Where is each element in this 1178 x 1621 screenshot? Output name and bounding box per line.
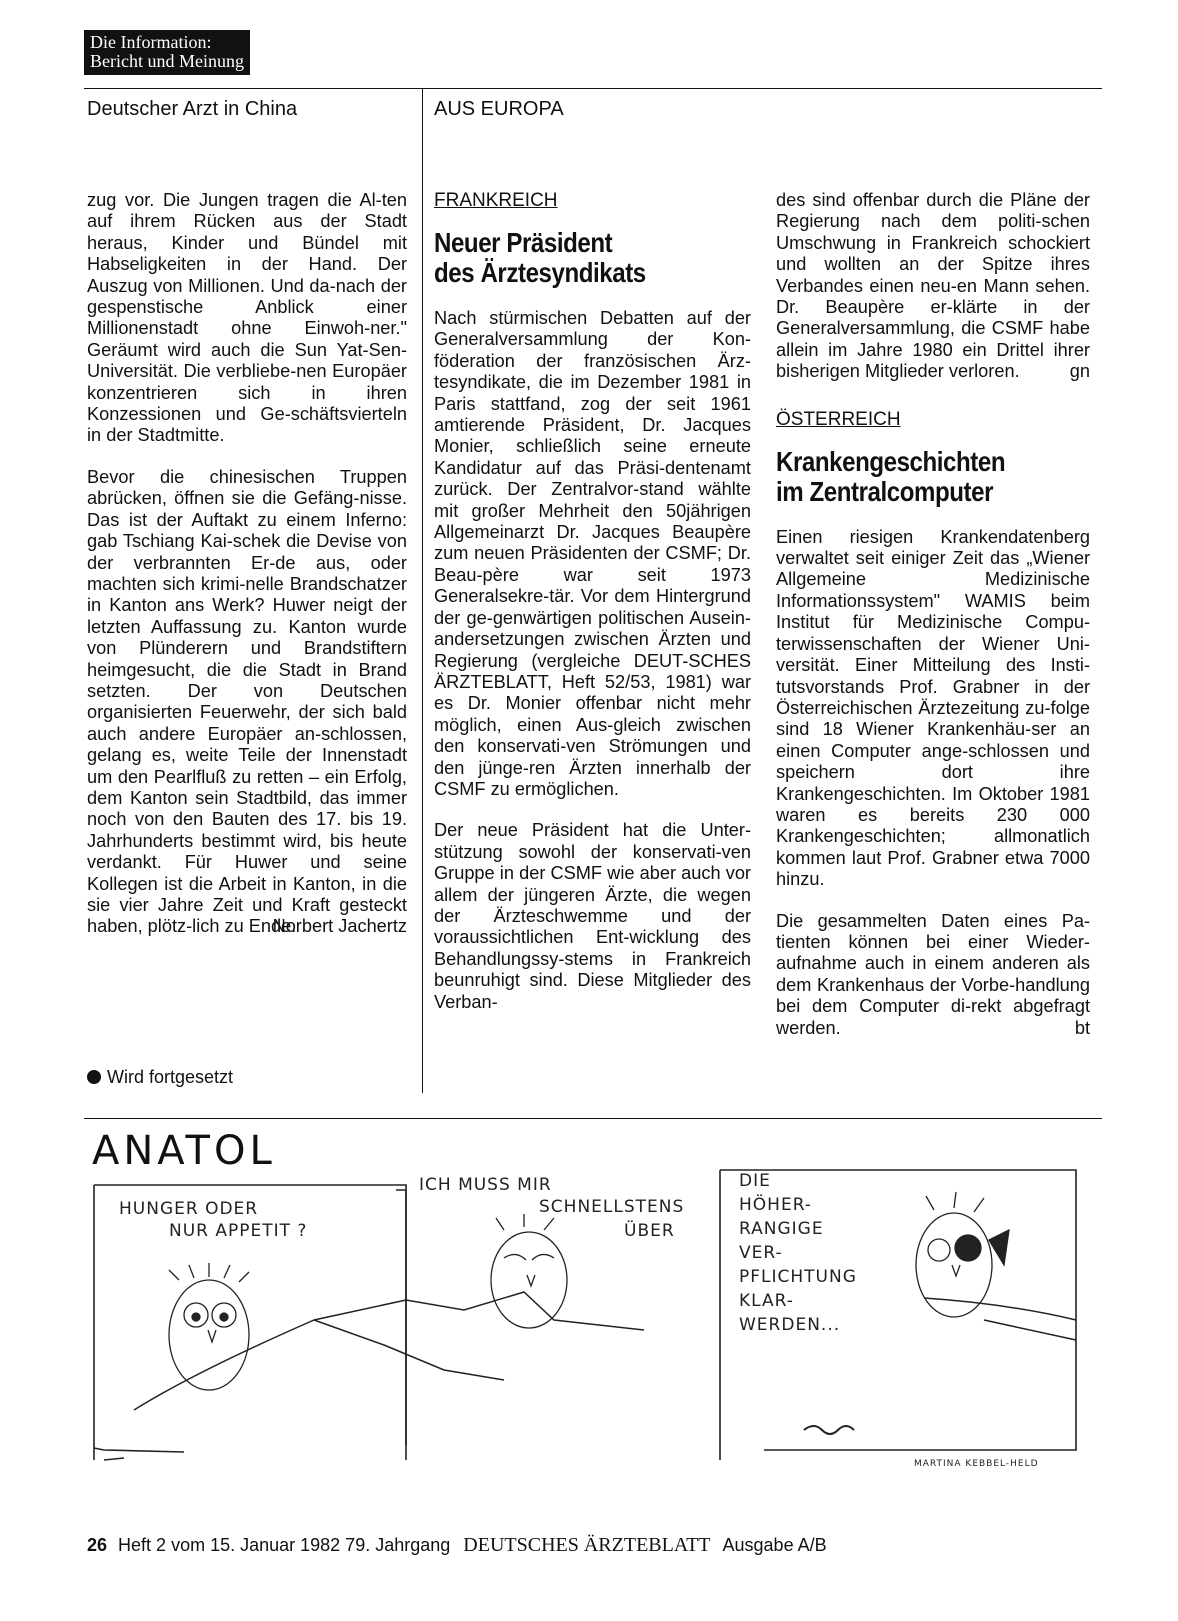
- speech-line: VER-: [739, 1243, 783, 1263]
- continued-label: Wird fortgesetzt: [107, 1067, 234, 1087]
- page-footer: [87, 1534, 827, 1557]
- paragraph: zug vor. Die Jungen tragen die Al-ten auf ihrem Rücken aus der Stadt heraus, Kinder und Bündel mit Habseligkeiten in der Hand. Der Auszug von Millionen. Und da-nach der gespenstische Anblick einer Millionenstadt ohne Einwoh-ner." Geräumt wird auch die Sun Yat-Sen-Universität. Die verbliebe-nen Europäer konzentrieren sich in ihren Konzessionen und Ge-schäftsvierteln in der Stadtmitte.: [87, 190, 407, 446]
- section-label: FRANKREICH: [434, 190, 558, 211]
- branch: [134, 1292, 644, 1410]
- branch: [314, 1320, 504, 1380]
- cartoon-strip: [84, 1130, 1102, 1500]
- speech-line: DIE: [739, 1171, 771, 1191]
- bullet-icon: [87, 1070, 101, 1084]
- owl-1: [169, 1263, 249, 1390]
- article-title: [776, 447, 1046, 507]
- paragraph: Der neue Präsident hat die Unter-stützung sowohl der konservati-ven Gruppe in der CSMF wie aber auch vor allem der jüngeren Ärzte, die wegen der Ärzteschwemme und der voraussichtlichen Ent-wicklung des Behandlungssy-stems in Frankreich beunruhigt sind. Diese Mitglieder des Verban-: [434, 820, 751, 1012]
- page-number: 26: [87, 1535, 108, 1555]
- paragraph: Bevor die chinesischen Truppen abrücken, öffnen sie die Gefäng-nisse. Das ist der Auftakt zu einem Inferno: gab Tschiang Kai-schek die Devise von der verbrannten Er-de aus, oder machten sich krimi-nelle Brandschatzer in Kanton ans Werk? Huwer neigt der letzten Auffassung zu. Kanton wurde von Plünderern und Brandstiftern heimgesucht, die die Stadt in Brand setzten. Der von Deutschen organisierten Feuerwehr, der sich bald auch andere Europäer an-schlossen, gelang es, weite Teile der Innenstadt um den Pearlfluß zu retten – ein Erfolg, dem Kanton sein Stadtbild, das immer noch von den Bauten des 17. bis 19. Jahrhunderts bestimmt wird, bis heute verdankt. Für Huwer und seine Kollegen ist die Arbeit in Kanton, in die sie vier Jahre Zeit und Kraft gesteckt haben, plötz-lich zu Ende.: [87, 466, 407, 937]
- author-signature: Norbert Jachertz: [272, 916, 407, 937]
- paragraph: Einen riesigen Krankendatenberg verwaltet seit einiger Zeit das „Wiener Allgemeine Medizinische Informationssystem" WAMIS beim Institut für Medizinische Compu-terwissenschaften der Wiener Uni-versität. Einer Mitteilung des Insti-tutsvorstands Prof. Grabner in der Österreichischen Ärztezeitung zu-folge sind 18 Wiener Krankenhäu-ser an einen Computer ange-schlossen und speichern dort ihre Krankengeschichten. Im Oktober 1981 waren es bereits 230 000 Krankengeschichten; allmonatlich kommen laut Prof. Grabner etwa 7000 hinzu.: [776, 526, 1090, 890]
- edition-label: Ausgabe A/B: [722, 1535, 827, 1555]
- owl-2: [491, 1214, 567, 1328]
- header-right-label: AUS EUROPA: [434, 98, 564, 120]
- panel-2-frame: [396, 1190, 406, 1460]
- speech-line: NUR APPETIT ?: [169, 1221, 308, 1241]
- issue-info: Heft 2 vom 15. Januar 1982 79. Jahrgang: [118, 1535, 451, 1555]
- speech-line: RANGIGE: [739, 1219, 824, 1239]
- article-title: [434, 228, 707, 288]
- header-rule: [84, 88, 1102, 89]
- section-label: ÖSTERREICH: [776, 408, 901, 430]
- title-line: des Ärztesyndikats: [434, 257, 646, 288]
- speech-line: SCHNELLSTENS: [539, 1197, 685, 1217]
- paragraph: Nach stürmischen Debatten auf der Generalversammlung der Kon-föderation der französischen Ärz-tesyndikate, die im Dezember 1981 in Paris stattfand, zog der seit 1961 amtierende Präsident, Dr. Jacques Monier, schließlich seine erneute Kandidatur auf das Präsi-dentenamt zurück. Der Zentralvor-stand wählte mit großer Mehrheit den 50jährigen Allgemeinarzt Dr. Jacques Beaupère zum neuen Präsidenten der CSMF; Dr. Beau-père war seit 1973 Generalsekre-tär. Vor dem Hintergrund der ge-genwärtigen politischen Ausein-andersetzungen zwischen Ärzten und Regierung (vergleiche DEUT-SCHES ÄRZTEBLATT, Heft 52/53, 1981) war es Dr. Monier offenbar nicht mehr möglich, einen Aus-gleich zwischen den konservati-ven Strömungen und den jünge-ren Ärzten innerhalb der CSMF zu ermöglichen.: [434, 308, 751, 799]
- title-line: im Zentralcomputer: [776, 475, 994, 507]
- column-divider: [422, 88, 423, 1093]
- article-continuation-column: [87, 190, 407, 938]
- cartoon-title: ANATOL: [92, 1128, 276, 1174]
- speech-line: ÜBER: [624, 1221, 675, 1241]
- magazine-name: DEUTSCHES ÄRZTEBLATT: [463, 1534, 711, 1556]
- paragraph: Die gesammelten Daten eines Pa-tienten können bei einer Wieder-aufnahme auch in einem anderen als dem Krankenhaus der Vorbe-handlung bei dem Computer di-rekt abgefragt werden.: [776, 910, 1090, 1038]
- speech-line: HUNGER ODER: [119, 1199, 259, 1219]
- speech-line: ICH MUSS MIR: [419, 1175, 552, 1195]
- cartoon-rule: [84, 1118, 1102, 1119]
- speech-line: WERDEN...: [739, 1315, 841, 1335]
- article-frankreich: [434, 190, 751, 1013]
- header-left-label: Deutscher Arzt in China: [87, 98, 298, 120]
- title-line: Krankengeschichten: [776, 445, 1006, 477]
- speech-line: KLAR-: [739, 1291, 794, 1311]
- ground-line: [94, 1448, 184, 1460]
- rubric-line-1: Die Information:: [90, 32, 212, 52]
- title-line: Neuer Präsident: [434, 227, 613, 258]
- author-signature: gn: [1069, 361, 1090, 382]
- article-column-3: [776, 190, 1090, 1039]
- continued-note: [87, 1067, 233, 1088]
- branch: [924, 1298, 1076, 1340]
- section-rubric: [84, 30, 250, 75]
- author-signature: bt: [1074, 1017, 1090, 1038]
- artist-credit: MARTINA KEBBEL-HELD: [914, 1459, 1039, 1469]
- worm-icon: [804, 1426, 854, 1434]
- speech-line: PFLICHTUNG: [739, 1267, 857, 1287]
- rubric-line-2: Bericht und Meinung: [90, 51, 244, 71]
- speech-line: HÖHER-: [739, 1195, 812, 1215]
- paragraph: des sind offenbar durch die Pläne der Regierung nach dem politi-schen Umschwung in Frankreich schockiert und wollten an der Spitze ihres Verbandes einen neu-en Mann sehen. Dr. Beaupère er-klärte in der Generalversammlung, die CSMF habe allein im Jahre 1980 ein Drittel ihrer bisherigen Mitglieder verloren.: [776, 190, 1090, 382]
